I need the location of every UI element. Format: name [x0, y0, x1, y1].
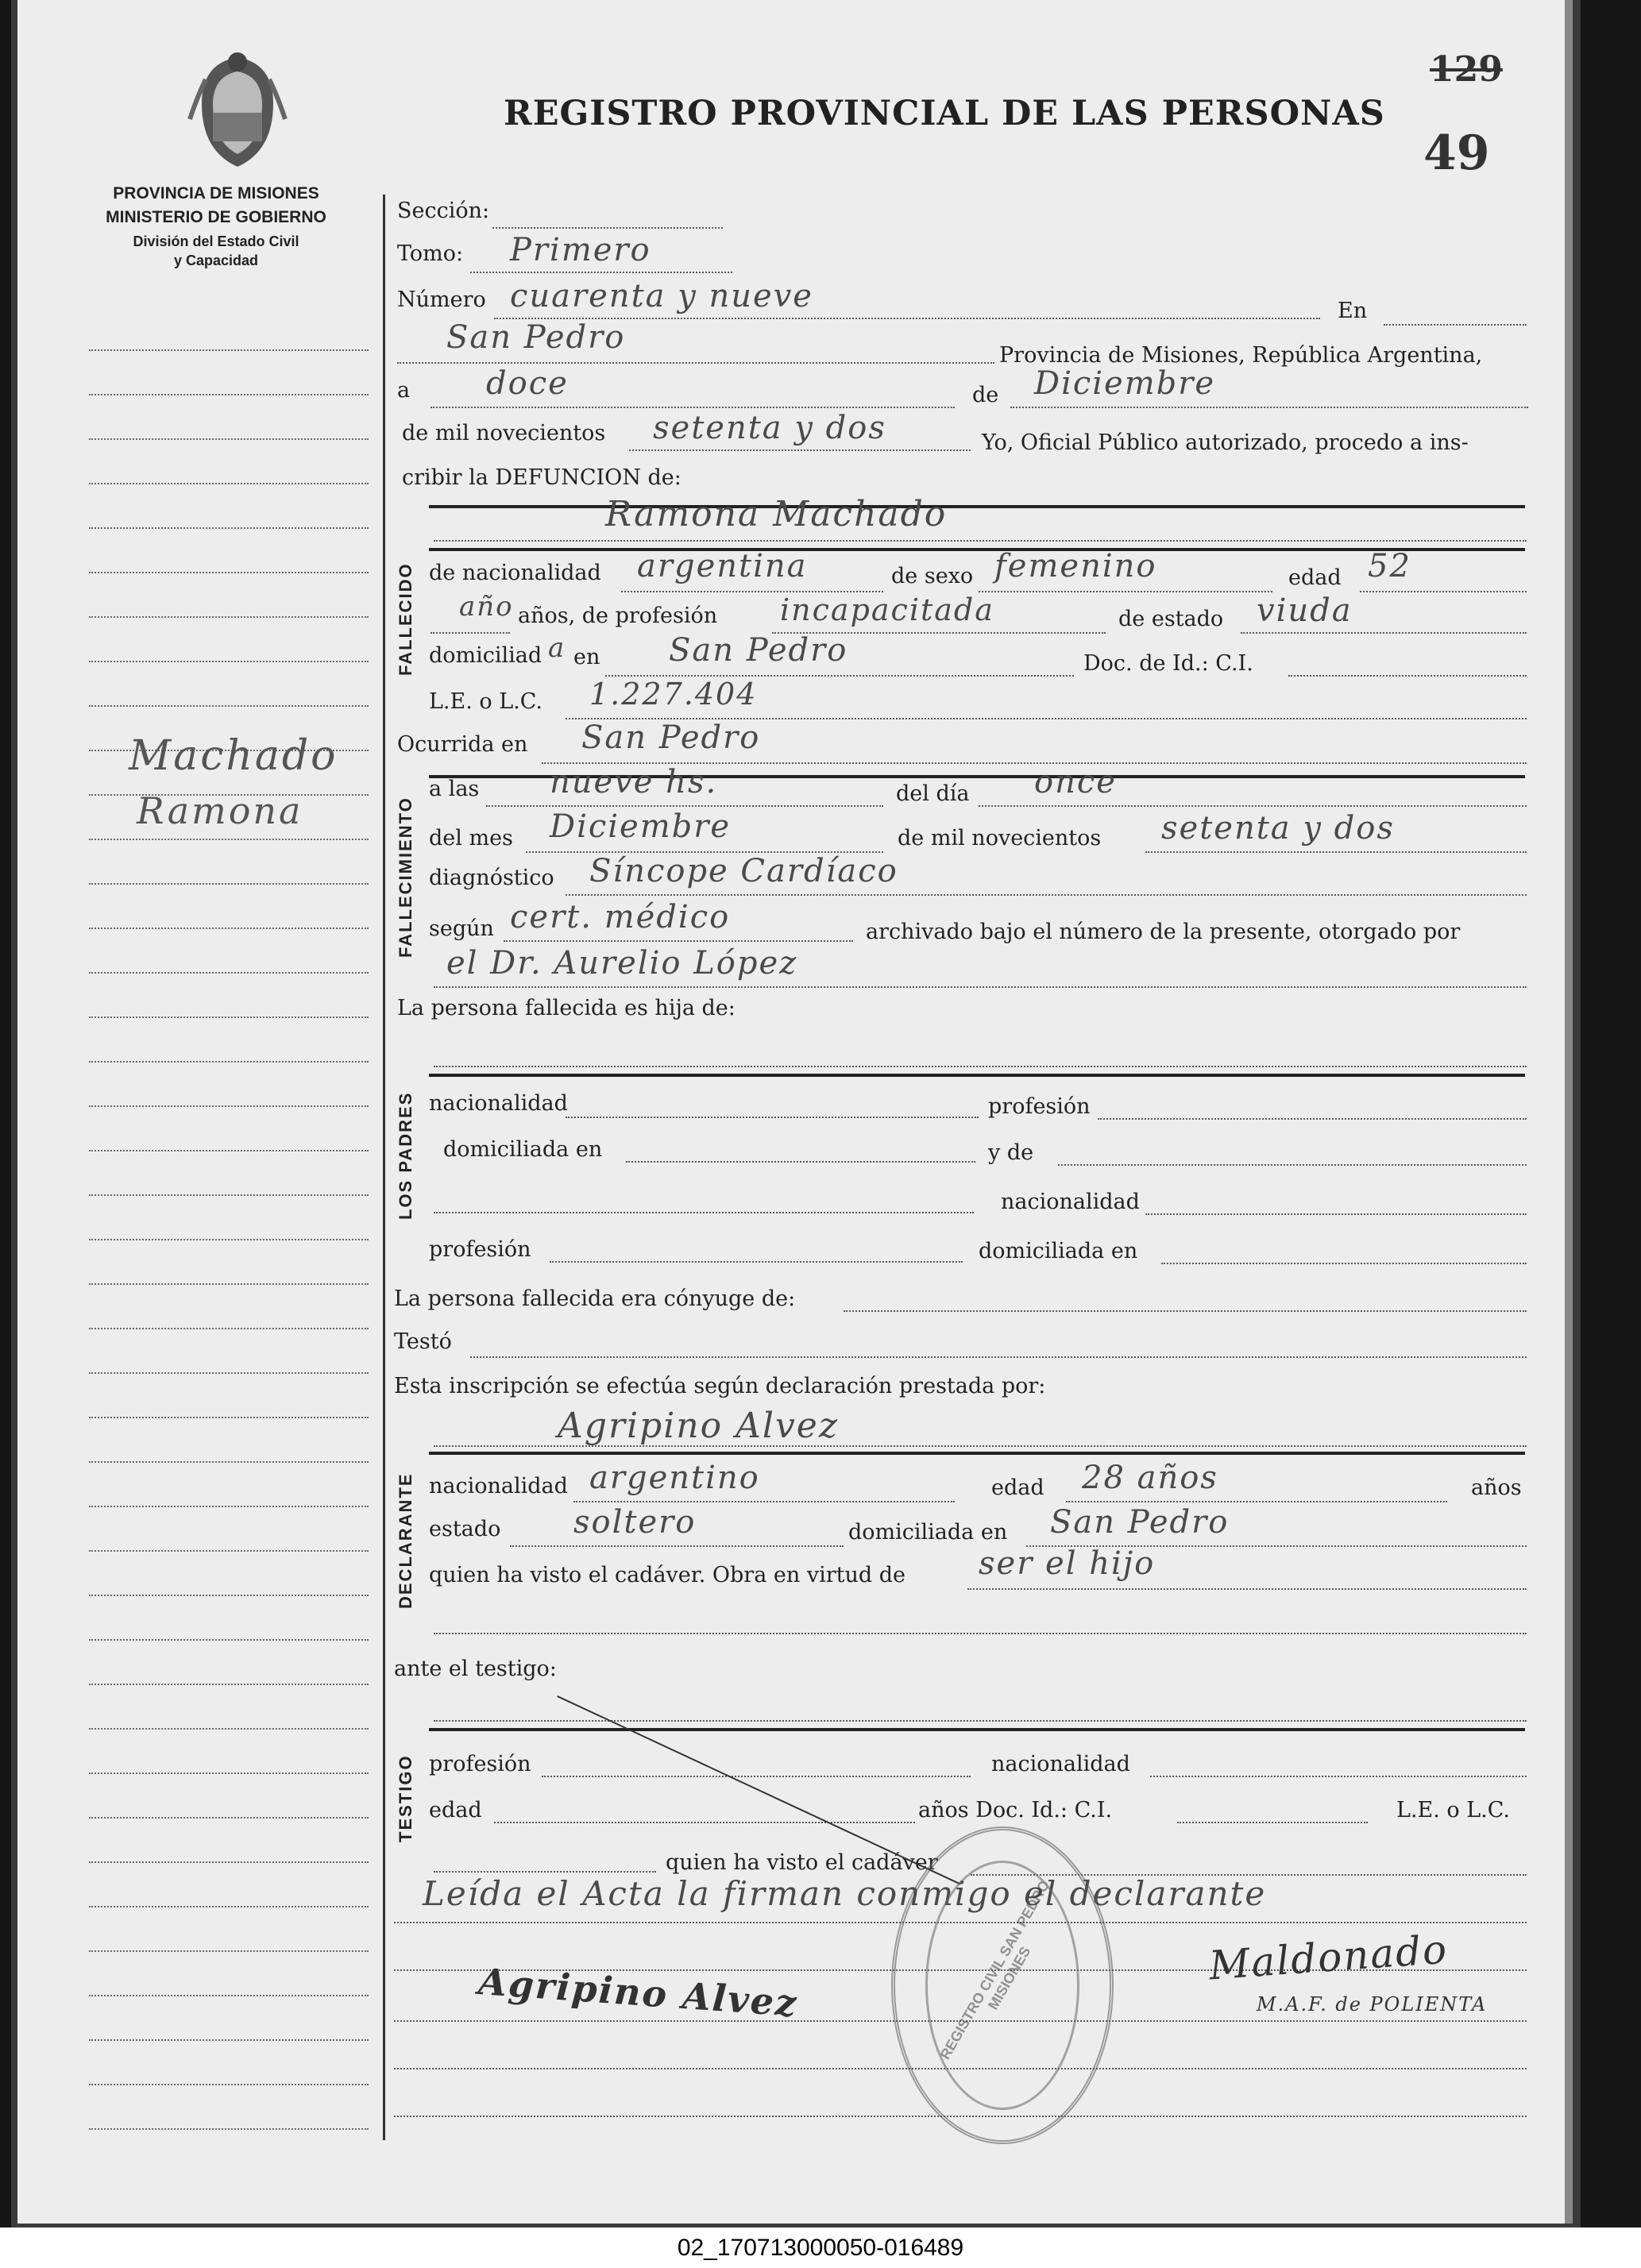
- division-name: División del Estado Civil: [133, 233, 299, 249]
- testigo-tag: TESTIGO: [396, 1754, 415, 1843]
- margin-rule-line: [89, 2039, 369, 2041]
- le-lc-label: L.E. o L.C.: [429, 689, 543, 714]
- seal-text: REGISTRO CIVIL SAN PEDRO MISIONES: [936, 1877, 1053, 2062]
- diagnostico-value: Síncope Cardíaco: [589, 853, 898, 889]
- province-text: Provincia de Misiones, República Argentina,: [999, 343, 1483, 368]
- folio-old-number: 129: [1430, 49, 1503, 90]
- margin-rule-line: [89, 883, 369, 885]
- a-label: a: [397, 378, 411, 403]
- declarante-virtud-value: ser el hijo: [979, 1545, 1156, 1582]
- sexo-label: de sexo: [891, 564, 974, 588]
- declarante-intro: Esta inscripción se efectúa según declaración prestada por:: [394, 1374, 1046, 1398]
- segun-value: cert. médico: [510, 899, 731, 935]
- madre-profesion-label: profesión: [429, 1237, 531, 1262]
- madre-domiciliada-label: domiciliada en: [979, 1239, 1138, 1263]
- edad-field: [1360, 591, 1527, 592]
- tomo-label: Tomo:: [397, 241, 464, 266]
- domiciliad-suffix: a: [548, 632, 566, 664]
- declarante-extra-field: [434, 1633, 1527, 1634]
- margin-rule-line: [89, 1461, 369, 1463]
- del-mes-label: del mes: [429, 826, 513, 850]
- declarante-domicilio-value: San Pedro: [1050, 1504, 1230, 1541]
- conyuge-label: La persona fallecida era cónyuge de:: [394, 1286, 796, 1311]
- declarante-estado-value: soltero: [573, 1504, 697, 1541]
- margin-rule-line: [89, 1150, 369, 1151]
- a-las-label: a las: [429, 777, 480, 801]
- y-de-label: y de: [988, 1140, 1034, 1165]
- madre-domiciliada-field: [1161, 1263, 1527, 1264]
- testigo-extra-field: [434, 1871, 656, 1873]
- testigo-name-field: [434, 1720, 1527, 1722]
- official-seal: [891, 1826, 1114, 2144]
- testigo-edad-label: edad: [429, 1798, 482, 1822]
- day-value: doce: [486, 365, 569, 402]
- image-id-caption: 02_170713000050-016489: [0, 2228, 1641, 2268]
- numero-value: cuarenta y nueve: [510, 278, 813, 314]
- en-field: [1384, 324, 1527, 326]
- closing-text: Leída el Acta la firman conmigo el declarante: [423, 1874, 1267, 1913]
- declarante-domiciliada-label: domiciliada en: [848, 1520, 1008, 1545]
- padre-name-field: [434, 1066, 1527, 1067]
- padres-intro: La persona fallecida es hija de:: [397, 996, 736, 1020]
- estado-field: [1241, 632, 1527, 634]
- folio-number: 49: [1423, 125, 1490, 181]
- place-value: San Pedro: [446, 319, 626, 356]
- margin-rule-line: [89, 2084, 369, 2085]
- testigo-visto-label: quien ha visto el cadáver: [666, 1850, 938, 1875]
- declarante-anos-label: años: [1471, 1475, 1522, 1500]
- ocurrida-value: San Pedro: [581, 719, 761, 756]
- place-field: [397, 362, 994, 364]
- margin-rule-line: [89, 483, 369, 484]
- margin-rule-line: [89, 705, 369, 707]
- margin-rule-line: [89, 1728, 369, 1730]
- anos-profesion-label: años, de profesión: [518, 604, 718, 628]
- margin-rule-line: [89, 1239, 369, 1240]
- diagnostico-field: [566, 894, 1527, 896]
- profesion-value: incapacitada: [780, 592, 994, 627]
- doc-label: Doc. de Id.: C.I.: [1083, 651, 1253, 676]
- edad-value: 52: [1368, 548, 1411, 584]
- margin-rule-line: [89, 2128, 369, 2130]
- numero-label: Número: [397, 287, 486, 312]
- madre-name-field: [1058, 1164, 1527, 1166]
- testigo-top-rule: [429, 1728, 1525, 1731]
- declarante-virtud-field: [967, 1588, 1527, 1590]
- officer-name: M.A.F. de POLIENTA: [1257, 1993, 1488, 2015]
- margin-rule-line: [89, 1861, 369, 1863]
- sexo-field: [979, 591, 1272, 592]
- margin-given-name: Ramona: [137, 789, 303, 832]
- testigo-edad-field: [494, 1822, 915, 1823]
- margin-rule-line: [89, 394, 369, 395]
- signature-officer: Maldonado: [1207, 1926, 1450, 1989]
- declarante-estado-label: estado: [429, 1517, 501, 1541]
- declarante-nacionalidad-value: argentino: [589, 1460, 760, 1496]
- mes-value: Diciembre: [550, 808, 732, 845]
- day-field: [431, 407, 955, 408]
- madre-nacionalidad-label: nacionalidad: [1001, 1190, 1140, 1214]
- testigo-nacionalidad-label: nacionalidad: [991, 1752, 1130, 1776]
- division-name-2: y Capacidad: [173, 253, 259, 268]
- officer-text: Yo, Oficial Público autorizado, procedo a ins-: [982, 430, 1469, 455]
- doc-field: [1288, 675, 1527, 677]
- segun-field: [504, 940, 853, 942]
- padre-profesion-label: profesión: [988, 1094, 1091, 1119]
- edad-label: edad: [1288, 565, 1342, 590]
- declarante-nacionalidad-label: nacionalidad: [429, 1474, 568, 1498]
- tomo-field: [470, 272, 732, 273]
- mil-nov-label: de mil novecientos: [898, 826, 1102, 850]
- declarante-edad-label: edad: [991, 1475, 1044, 1500]
- margin-rule-line: [89, 1328, 369, 1329]
- declarante-name: Agripino Alvez: [558, 1406, 840, 1446]
- madre-profesion-field: [550, 1261, 963, 1263]
- testo-field: [470, 1356, 1527, 1358]
- tomo-value: Primero: [510, 232, 651, 268]
- padre-nacionalidad-label: nacionalidad: [429, 1091, 568, 1116]
- dia-field: [979, 805, 1527, 807]
- declarante-name-field: [434, 1445, 1527, 1447]
- margin-rule-line: [89, 349, 369, 351]
- year-value: setenta y dos: [653, 410, 886, 446]
- padre-domiciliada-field: [626, 1161, 975, 1163]
- month-field: [1010, 407, 1528, 408]
- estado-label: de estado: [1118, 607, 1224, 631]
- margin-rule-line: [89, 661, 369, 662]
- fallecido-tag: FALLECIDO: [396, 562, 415, 677]
- testigo-profesion-field: [542, 1776, 971, 1777]
- deceased-name: Ramona Machado: [605, 494, 948, 534]
- fallecido-top-rule: [429, 505, 1525, 508]
- padre-domiciliada-label: domiciliada en: [443, 1137, 603, 1162]
- ministry-name: MINISTERIO DE GOBIERNO: [106, 208, 326, 226]
- margin-rule-line: [89, 1194, 369, 1196]
- anio-value: setenta y dos: [1161, 810, 1395, 847]
- margin-rule-line: [89, 1817, 369, 1819]
- declarante-top-rule: [429, 1452, 1525, 1455]
- medico-field: [434, 986, 1527, 988]
- conyuge-field: [844, 1310, 1527, 1312]
- nacionalidad-value: argentina: [637, 548, 808, 584]
- archivado-text: archivado bajo el número de la presente, otorgado por: [866, 920, 1461, 944]
- dia-value: once: [1034, 764, 1117, 800]
- ocurrida-label: Ocurrida en: [397, 732, 528, 757]
- domicilio-value: San Pedro: [669, 632, 848, 669]
- margin-divider: [383, 195, 385, 2140]
- anio-field: [1145, 851, 1527, 853]
- le-lc-value: 1.227.404: [589, 677, 758, 712]
- del-dia-label: del día: [896, 781, 970, 806]
- month-value: Diciembre: [1034, 365, 1216, 402]
- testigo-le-lc-label: L.E. o L.C.: [1396, 1798, 1511, 1822]
- de-label: de: [972, 383, 999, 407]
- margin-rule-line: [89, 1105, 369, 1107]
- margin-rule-line: [89, 572, 369, 573]
- madre-extra-field: [434, 1212, 974, 1213]
- page-title: REGISTRO PROVINCIAL DE LAS PERSONAS: [504, 94, 1385, 133]
- year-prefix: de mil novecientos: [402, 421, 606, 446]
- fallecido-mid-rule: [429, 548, 1525, 551]
- fallecimiento-tag: FALLECIMIENTO: [396, 796, 415, 958]
- margin-rule-line: [89, 1016, 369, 1018]
- margin-rule-line: [89, 527, 369, 529]
- margin-rule-line: [89, 1061, 369, 1063]
- seccion-label: Sección:: [397, 199, 490, 223]
- padres-top-rule: [429, 1074, 1525, 1077]
- testigo-nacionalidad-field: [1150, 1776, 1527, 1777]
- en-label-2: en: [573, 645, 600, 669]
- margin-rule-line: [89, 928, 369, 929]
- margin-rule-line: [89, 1372, 369, 1374]
- margin-rule-line: [89, 1906, 369, 1907]
- testigo-anos-doc-label: años Doc. Id.: C.I.: [918, 1798, 1113, 1822]
- declarante-estado-field: [510, 1545, 844, 1547]
- signature-declarante: Agripino Alvez: [477, 1960, 800, 2025]
- margin-surname: Machado: [129, 732, 338, 780]
- en-label: En: [1338, 299, 1368, 323]
- seccion-field: [492, 227, 723, 229]
- padre-profesion-field: [1098, 1118, 1527, 1120]
- edad-unit-value: año: [459, 591, 514, 623]
- margin-rule-line: [89, 1550, 369, 1552]
- inscribe-text: cribir la DEFUNCION de:: [402, 465, 681, 490]
- diagnostico-label: diagnóstico: [429, 866, 554, 890]
- hora-value: nueve hs.: [550, 764, 718, 800]
- testigo-intro: ante el testigo:: [394, 1657, 557, 1681]
- testo-label: Testó: [394, 1329, 452, 1354]
- madre-nacionalidad-field: [1145, 1213, 1527, 1215]
- year-field: [629, 449, 971, 451]
- margin-rule-line: [89, 1417, 369, 1418]
- declarante-nacionalidad-field: [573, 1501, 955, 1502]
- padres-tag: LOS PADRES: [396, 1091, 415, 1220]
- deceased-name-field: [434, 540, 1527, 542]
- medico-value: el Dr. Aurelio López: [446, 945, 798, 982]
- margin-rule-line: [89, 1506, 369, 1507]
- edad-unit-field: [431, 632, 510, 634]
- margin-rule-line: [89, 438, 369, 440]
- nacionalidad-label: de nacionalidad: [429, 561, 601, 585]
- testigo-doc-field: [1177, 1822, 1368, 1823]
- estado-value: viuda: [1257, 592, 1353, 629]
- margin-rule-line: [89, 839, 369, 840]
- declarante-tag: DECLARANTE: [396, 1472, 415, 1609]
- margin-rule-line: [89, 1772, 369, 1774]
- sexo-value: femenino: [994, 548, 1157, 584]
- domiciliad-label: domiciliad: [429, 643, 542, 668]
- register-page: [17, 0, 1573, 2224]
- margin-rule-line: [89, 1283, 369, 1285]
- coat-of-arms-icon: [186, 48, 289, 175]
- margin-rule-line: [89, 1639, 369, 1641]
- declarante-visto-label: quien ha visto el cadáver. Obra en virtud de: [429, 1563, 906, 1587]
- margin-rule-line: [89, 1684, 369, 1685]
- hora-field: [486, 805, 883, 807]
- margin-rule-line: [89, 972, 369, 974]
- margin-rule-line: [89, 1950, 369, 1952]
- declarante-edad-field: [1066, 1501, 1447, 1502]
- margin-rule-line: [89, 1595, 369, 1596]
- testigo-profesion-label: profesión: [429, 1752, 531, 1776]
- declarante-edad-value: 28 años: [1082, 1460, 1218, 1496]
- province-name: PROVINCIA DE MISIONES: [113, 184, 319, 202]
- margin-rule-line: [89, 616, 369, 618]
- padre-nacionalidad-field: [566, 1117, 979, 1118]
- segun-label: según: [429, 916, 494, 941]
- margin-rule-line: [89, 1995, 369, 1996]
